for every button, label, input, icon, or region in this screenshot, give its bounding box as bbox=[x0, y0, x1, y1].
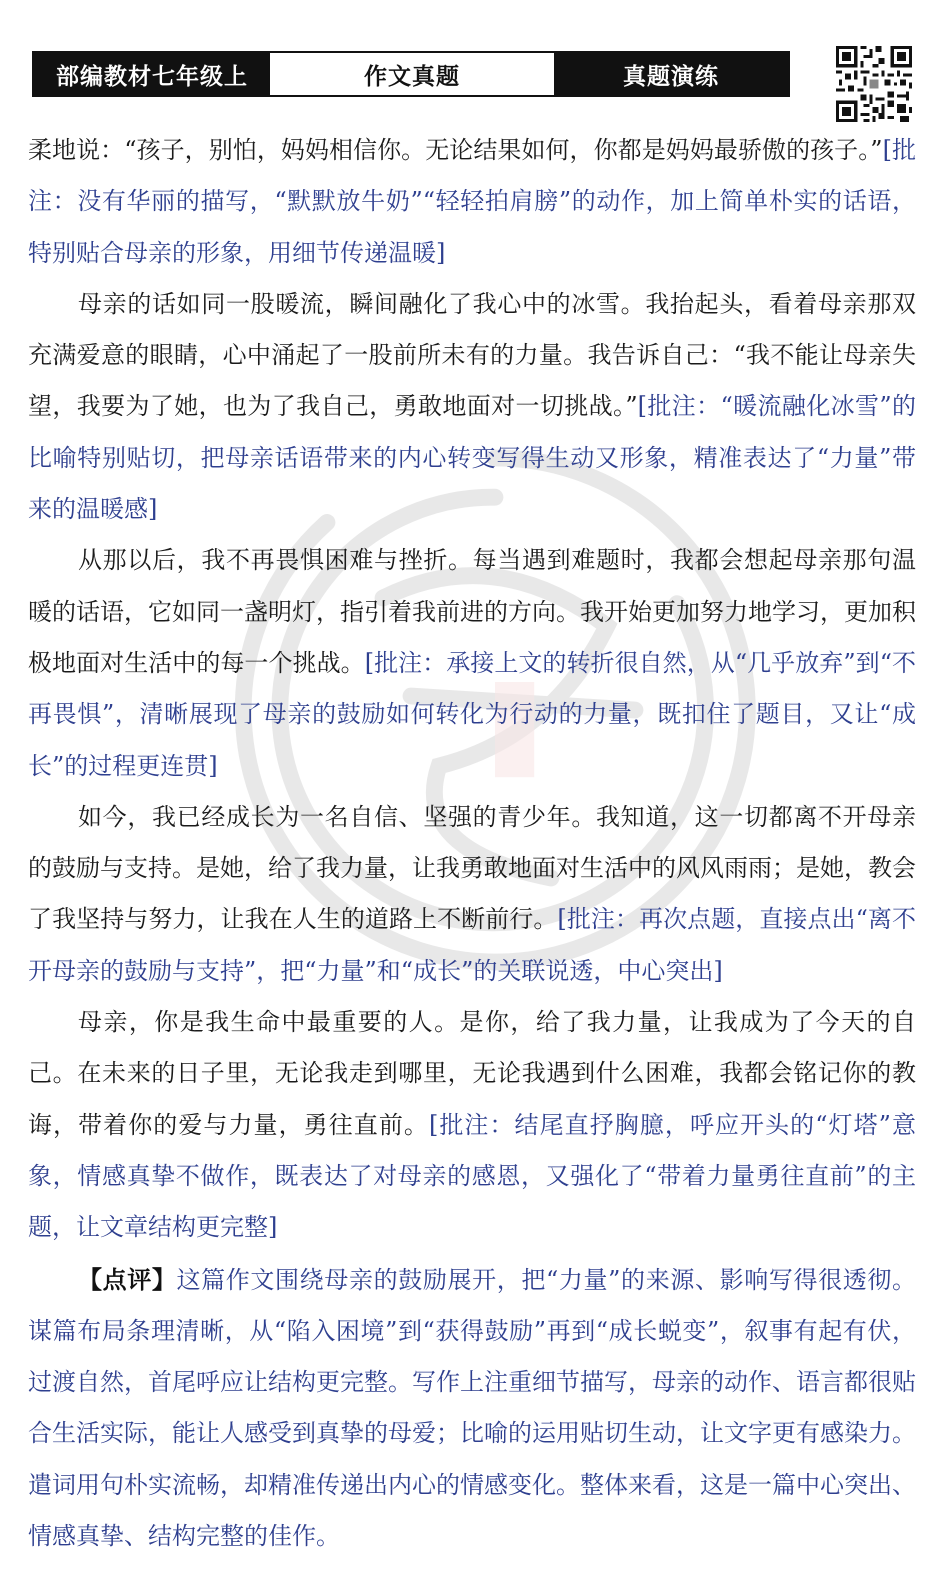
annotation: [批注：再次点题，直接点出“离不开母亲的鼓励与支持”，把“力量”和“成长”的关联说透，中心突出] bbox=[28, 905, 916, 985]
annotation: [批注：结尾直抒胸臆，呼应开头的“灯塔”意象，情感真挚不做作，既表达了对母亲的感恩，又强化了“带着力量勇往直前”的主题，让文章结构更完整] bbox=[28, 1110, 917, 1242]
essay-text: 母亲的话如同一股暖流，瞬间融化了我心中的冰雪。我抬起头，看着母亲那双充满爱意的眼睛，心中涌起了一股前所未有的力量。我告诉自己：“我不能让母亲失望，我要为了她，也为了我自己，勇敢地面对一切挑战。” bbox=[28, 289, 916, 421]
practice-label: 真题演练 bbox=[554, 53, 788, 95]
essay-text: 柔地说：“孩子，别怕，妈妈相信你。无论结果如何，你都是妈妈最骄傲的孩子。” bbox=[28, 136, 883, 164]
annotation: [批注：没有华丽的描写，“默默放牛奶”“轻轻拍肩膀”的动作，加上简单朴实的话语，特别贴合母亲的形象，用细节传递温暖] bbox=[28, 136, 916, 267]
qr-code-icon bbox=[836, 46, 912, 122]
essay-text: 从那以后，我不再畏惧困难与挫折。每当遇到难题时，我都会想起母亲那句温暖的话语，它如同一盏明灯，指引着我前进的方向。我开始更加努力地学习，更加积极地面对生活中的每一个挑战。 bbox=[28, 546, 916, 677]
annotation: [批注：承接上文的转折很自然，从“几乎放弃”到“不再畏惧”，清晰展现了母亲的鼓励如何转化为行动的力量，既扣住了题目，又让“成长”的过程更连贯] bbox=[28, 648, 917, 780]
header-bar bbox=[32, 51, 790, 97]
review-label: 【点评】 bbox=[78, 1264, 177, 1294]
essay-paragraph bbox=[28, 792, 916, 997]
essay-text: 如今，我已经成长为一名自信、坚强的青少年。我知道，这一切都离不开母亲的鼓励与支持。是她，给了我力量，让我勇敢地面对生活中的风风雨雨；是她，教会了我坚持与努力，让我在人生的道路上不断前行。 bbox=[28, 802, 916, 934]
review-text: 这篇作文围绕母亲的鼓励展开，把“力量”的来源、影响写得很透彻。谋篇布局条理清晰，从“陷入困境”到“获得鼓励”再到“成长蜕变”，叙事有起有伏，过渡自然，首尾呼应让结构更完整。写作上注重细节描写，母亲的动作、语言都很贴合生活实际，能让人感受到真挚的母爱；比喻的运用贴切生动，让文字更有感染力。遣词用句朴实流畅，却精准传递出内心的情感变化。整体来看，这是一篇中心突出、情感真挚、结构完整的佳作。 bbox=[28, 1265, 916, 1551]
essay-text: 母亲，你是我生命中最重要的人。是你，给了我力量，让我成为了今天的自己。在未来的日子里，无论我走到哪里，无论我遇到什么困难，我都会铭记你的教诲，带着你的爱与力量，勇往直前。 bbox=[28, 1008, 916, 1139]
essay-paragraph bbox=[28, 535, 916, 791]
essay-paragraph bbox=[28, 279, 916, 535]
essay-body bbox=[28, 125, 916, 1562]
annotation: [批注：“暖流融化冰雪”的比喻特别贴切，把母亲话语带来的内心转变写得生动又形象，精准表达了“力量”带来的温暖感] bbox=[28, 392, 916, 524]
review-paragraph bbox=[28, 1254, 916, 1563]
textbook-label: 部编教材七年级上 bbox=[34, 53, 270, 95]
essay-paragraph bbox=[28, 125, 916, 279]
essay-paragraph bbox=[28, 997, 916, 1253]
section-title: 作文真题 bbox=[270, 53, 554, 95]
